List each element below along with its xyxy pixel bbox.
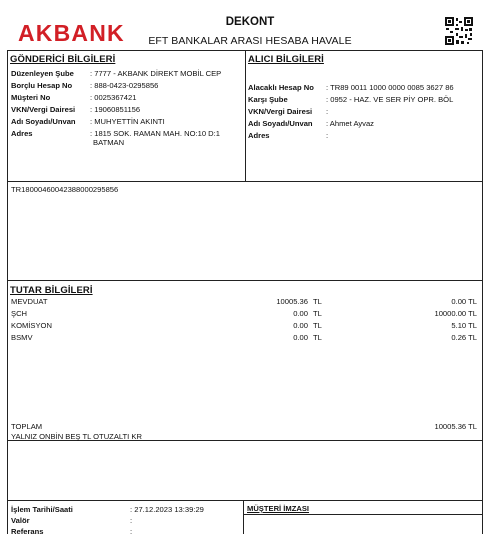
amount-in-words: YALNIZ ONBİN BEŞ TL OTUZALTI KR xyxy=(11,432,142,441)
sender-tax-value: : 19060851156 xyxy=(90,105,141,114)
reference-label: Referans xyxy=(11,527,44,536)
amount-row-currency: TL xyxy=(313,297,322,306)
amount-row-right: 0.00 TL xyxy=(451,297,477,306)
receiver-account-label: Alacaklı Hesap No xyxy=(248,83,314,92)
sender-account-label: Borçlu Hesap No xyxy=(11,81,73,90)
receiver-heading: ALICI BİLGİLERİ xyxy=(248,54,324,65)
amount-row-value: 0.00 xyxy=(293,309,308,318)
sender-address-city: BATMAN xyxy=(93,138,125,147)
amount-row-value: 0.00 xyxy=(293,321,308,330)
divider-reference xyxy=(7,280,483,281)
value-date-value: : xyxy=(130,516,133,525)
amount-row-value: 10005.36 xyxy=(276,297,308,306)
qr-code-icon xyxy=(445,17,473,45)
reference-line: TR18000460042388000295856 xyxy=(11,185,119,194)
receiver-branch-value: : 0952 - HAZ. VE SER PİY OPR. BÖL xyxy=(326,95,454,104)
footer-divider xyxy=(243,500,244,534)
amount-row-right: 0.26 TL xyxy=(451,333,477,342)
receiver-name-label: Adı Soyadı/Unvan xyxy=(248,119,313,128)
amount-row-name: KOMİSYON xyxy=(11,321,52,330)
amount-row-name: BSMV xyxy=(11,333,33,342)
total-label: TOPLAM xyxy=(11,422,43,431)
document-title: DEKONT xyxy=(225,16,275,28)
sender-customer-no-label: Müşteri No xyxy=(11,93,51,102)
sender-branch-value: : 7777 - AKBANK DİREKT MOBİL CEP xyxy=(90,69,222,78)
receiver-address-value: : xyxy=(326,131,329,140)
receiver-tax-label: VKN/Vergi Dairesi xyxy=(248,107,313,116)
signature-underline xyxy=(243,514,483,515)
document-subtitle: EFT BANKALAR ARASI HESABA HAVALE xyxy=(148,35,352,47)
receiver-name-value: : Ahmet Ayvaz xyxy=(326,119,374,128)
total-value: 10005.36 TL xyxy=(434,422,477,431)
amounts-heading: TUTAR BİLGİLERİ xyxy=(10,285,93,296)
sender-tax-label: VKN/Vergi Dairesi xyxy=(11,105,76,114)
sender-customer-no-value: : 0025367421 xyxy=(90,93,137,102)
receiver-address-label: Adres xyxy=(248,131,270,140)
amount-row-name: MEVDUAT xyxy=(11,297,48,306)
transaction-date-value: : 27.12.2023 13:39:29 xyxy=(130,505,204,514)
divider-spacer xyxy=(7,500,483,501)
sender-name-value: : MUHYETTİN AKINTI xyxy=(90,117,165,126)
amount-row-value: 0.00 xyxy=(293,333,308,342)
receiver-branch-label: Karşı Şube xyxy=(248,95,288,104)
sender-address-label: Adres xyxy=(11,129,33,138)
sender-address-value: : 1815 SOK. RAMAN MAH. NO:10 D:1 xyxy=(90,129,220,138)
reference-value: : xyxy=(130,527,133,536)
divider-parties xyxy=(7,181,483,182)
party-divider xyxy=(245,50,246,181)
value-date-label: Valör xyxy=(11,516,30,525)
amount-row-name: ŞCH xyxy=(11,309,28,318)
sender-branch-label: Düzenleyen Şube xyxy=(11,69,74,78)
amount-row-currency: TL xyxy=(313,333,322,342)
amount-row-right: 10000.00 TL xyxy=(434,309,477,318)
customer-signature-heading: MÜŞTERİ İMZASI xyxy=(247,504,310,513)
receiver-account-value: : TR89 0011 1000 0000 0085 3627 86 xyxy=(326,83,454,92)
sender-account-value: : 888-0423-0295856 xyxy=(90,81,159,90)
amount-row-currency: TL xyxy=(313,309,322,318)
sender-name-label: Adı Soyadı/Unvan xyxy=(11,117,76,126)
amount-row-right: 5.10 TL xyxy=(451,321,477,330)
akbank-logo: AKBANK xyxy=(18,20,125,46)
transaction-date-label: İşlem Tarihi/Saati xyxy=(11,505,73,514)
sender-heading: GÖNDERİCİ BİLGİLERİ xyxy=(10,54,116,65)
receiver-tax-value: : xyxy=(326,107,329,116)
amount-row-currency: TL xyxy=(313,321,322,330)
